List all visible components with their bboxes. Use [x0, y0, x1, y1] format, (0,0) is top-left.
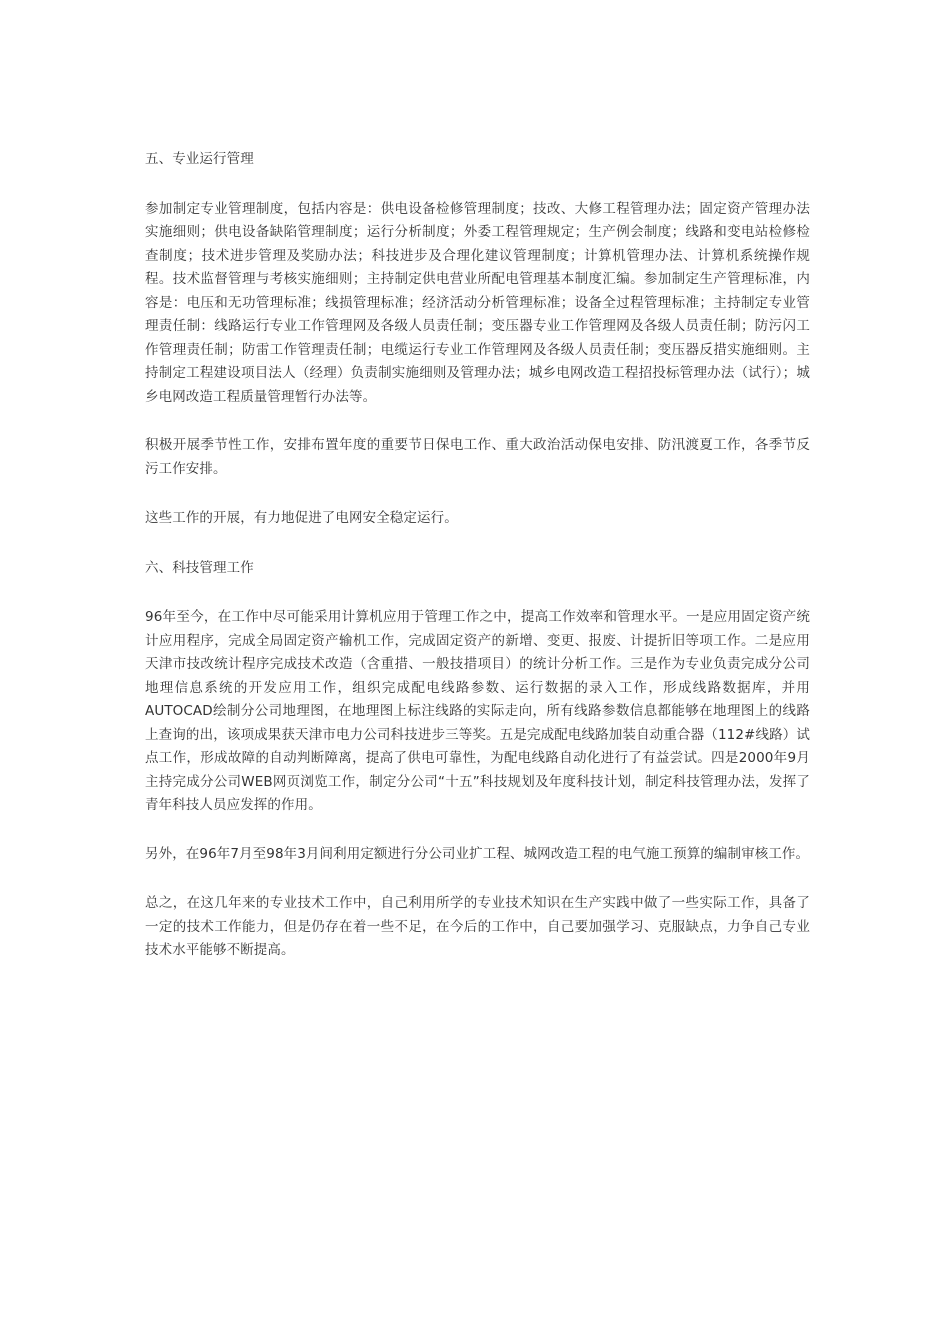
section-heading-5: 五、专业运行管理: [145, 151, 254, 167]
paragraph-summary: 总之，在这几年来的专业技术工作中，自己利用所学的专业技术知识在生产实践中做了一些实际工作，具备了一定的技术工作能力，但是仍存在着一些不足，在今后的工作中，自己要加强学习、克服缺点，力争自己专业技术水平能够不断提高。: [145, 895, 810, 958]
document-body: [145, 148, 810, 989]
section-heading-6: 六、科技管理工作: [145, 559, 254, 576]
paragraph-seasonal-work: 积极开展季节性工作，安排布置年度的重要节日保电工作、重大政治活动保电安排、防汛渡夏工作，各季节反污工作安排。: [145, 437, 810, 477]
paragraph-management-systems: 参加制定专业管理制度，包括内容是：供电设备检修管理制度；技改、大修工程管理办法；固定资产管理办法实施细则；供电设备缺陷管理制度；运行分析制度；外委工程管理规定；生产例会制度；线路和变电站检修检查制度；技术进步管理及奖励办法；科技进步及合理化建议管理制度；计算机管理办法、计算机系统操作规程。技术监督管理与考核实施细则；主持制定供电营业所配电管理基本制度汇编。参加制定生产管理标准，内容是：电压和无功管理标准；线损管理标准；经济活动分析管理标准；设备全过程管理标准；主持制定专业管理责任制：线路运行专业工作管理网及各级人员责任制；变压器专业工作管理网及各级人员责任制；防污闪工作管理责任制；防雷工作管理责任制；电缆运行专业工作管理网及各级人员责任制；变压器反措实施细则。主持制定工程建设项目法人（经理）负责制实施细则及管理办法；城乡电网改造工程招投标管理办法（试行）；城乡电网改造工程质量管理暂行办法等。: [145, 200, 810, 405]
paragraph-tech-management: 96年至今，在工作中尽可能采用计算机应用于管理工作之中，提高工作效率和管理水平。一是应用固定资产统计应用程序，完成全局固定资产输机工作，完成固定资产的新增、变更、报废、计提折旧等项工作。二是应用天津市技改统计程序完成技术改造（含重措、一般技措项目）的统计分析工作。三是作为专业负责完成分公司地理信息系统的开发应用工作，组织完成配电线路参数、运行数据的录入工作，形成线路数据库，并用AUTOCAD绘制分公司地理图，在地理图上标注线路的实际走向，所有线路参数信息都能够在地理图上的线路上查询的出，该项成果获天津市电力公司科技进步三等奖。五是完成配电线路加装自动重合器（112#线路）试点工作，形成故障的自动判断障离，提高了供电可靠性，为配电线路自动化进行了有益尝试。四是2000年9月主持完成分公司WEB网页浏览工作，制定分公司“十五”科技规划及年度科技计划，制定科技管理办法，发挥了青年科技人员应发挥的作用。: [145, 609, 810, 813]
paragraph-budget-review: 另外，在96年7月至98年3月间利用定额进行分公司业扩工程、城网改造工程的电气施工预算的编制审核工作。: [145, 845, 810, 862]
paragraph-grid-safety: 这些工作的开展，有力地促进了电网安全稳定运行。: [145, 510, 458, 526]
